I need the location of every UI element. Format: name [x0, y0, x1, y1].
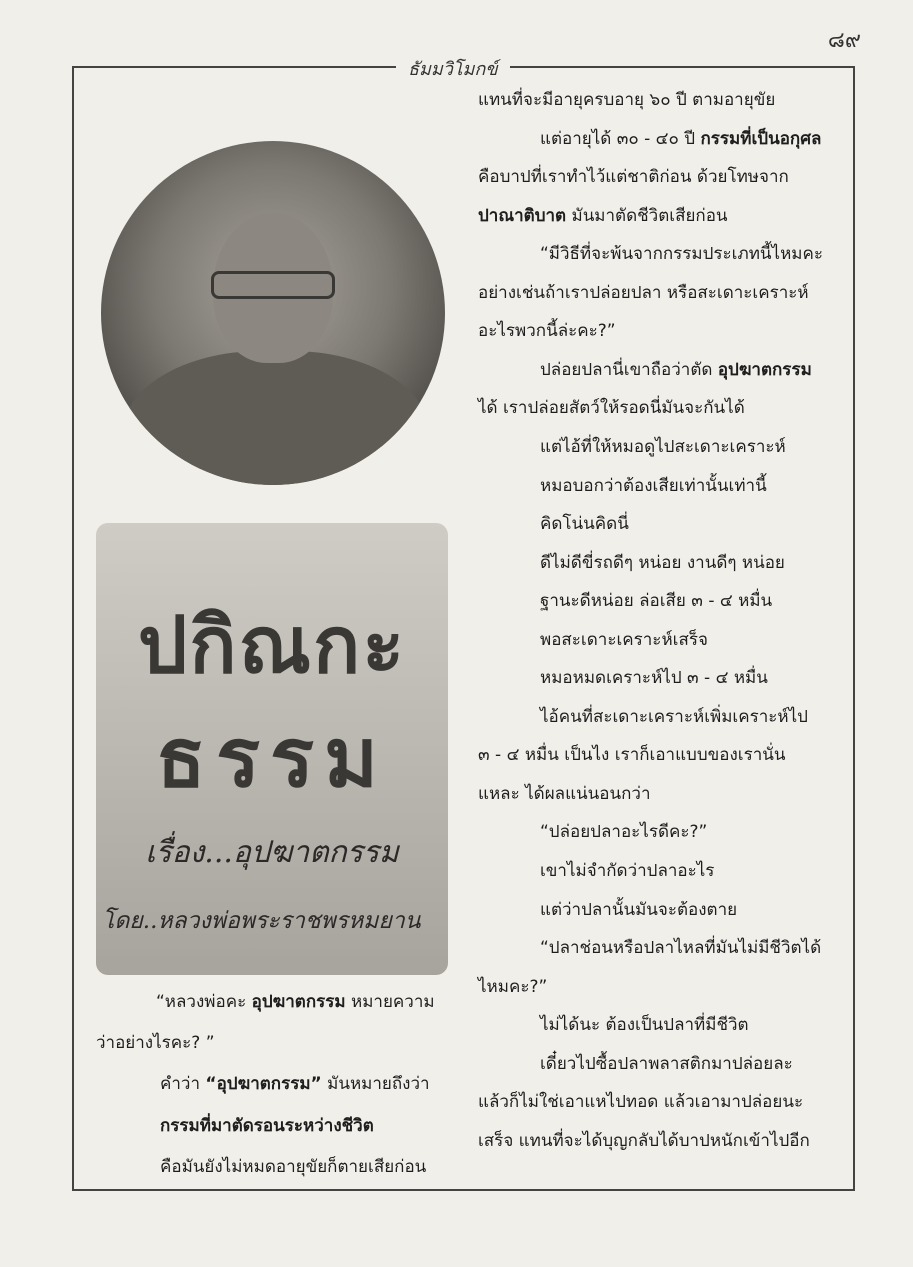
text-segment: แต่ว่าปลานั้นมันจะต้องตาย [540, 899, 738, 920]
text-segment: คือมันยังไม่หมดอายุขัยก็ตายเสียก่อน [160, 1156, 427, 1177]
text-line [478, 86, 775, 113]
text-line [540, 818, 707, 845]
text-segment: “หลวงพ่อคะ [156, 992, 252, 1012]
text-segment: เขาไม่จำกัดว่าปลาอะไร [540, 861, 715, 881]
text-line [540, 896, 737, 923]
text-segment: อย่างเช่นถ้าเราปล่อยปลา หรือสะเดาะเคราะห์ [478, 282, 809, 303]
title-line-1: ปกิณกะ [137, 600, 407, 691]
text-segment: แต่ไอ้ที่ให้หมอดูไปสะเดาะเคราะห์ [540, 436, 786, 457]
text-line [478, 973, 547, 1000]
text-segment: ฐานะดีหน่อย ล่อเสีย ๓ - ๔ หมื่น [540, 591, 773, 612]
text-line [540, 125, 821, 152]
text-segment: ไหมคะ?” [478, 976, 548, 997]
text-segment: คิดโน่นคิดนี่ [540, 514, 629, 535]
text-line [540, 934, 821, 961]
portrait-photo [101, 141, 445, 485]
bold-term: “อุปฆาตกรรม” [205, 1074, 322, 1095]
text-segment: ได้ เราปล่อยสัตว์ให้รอดนี่มันจะกันได้ [478, 398, 745, 419]
text-line [540, 703, 808, 730]
text-segment: อะไรพวกนี้ล่ะคะ?” [478, 321, 616, 342]
title-panel [96, 523, 448, 975]
text-line [478, 1088, 803, 1115]
text-line [156, 988, 435, 1015]
text-segment: แล้วก็ไม่ใช่เอาแหไปทอด แล้วเอามาปล่อยนะ [478, 1092, 804, 1113]
text-line [160, 1112, 374, 1139]
text-segment: คือบาปที่เราทำไว้แต่ชาติก่อน ด้วยโทษจาก [478, 167, 789, 188]
text-line [478, 1127, 810, 1154]
text-line [540, 549, 785, 576]
text-line [478, 394, 745, 421]
text-line [540, 857, 714, 884]
text-line [478, 163, 789, 190]
article-subtitle: เรื่อง...อุปฆาตกรรม [145, 835, 399, 870]
article-byline: โดย..หลวงพ่อพระราชพรหมยาน [102, 908, 421, 934]
text-segment: “มีวิธีที่จะพ้นจากกรรมประเภทนี้ไหมคะ [540, 244, 823, 265]
text-line [478, 317, 616, 344]
text-line [540, 626, 708, 653]
text-line [540, 664, 768, 691]
text-segment: “ปล่อยปลาอะไรดีคะ?” [540, 822, 708, 843]
text-segment: เดี๋ยวไปซื้อปลาพลาสติกมาปล่อยละ [540, 1053, 793, 1074]
text-line [540, 472, 767, 499]
text-line [478, 741, 786, 768]
text-line [540, 240, 823, 267]
text-line [160, 1153, 426, 1180]
text-segment: พอสะเดาะเคราะห์เสร็จ [540, 629, 708, 650]
text-line [96, 1029, 215, 1056]
bold-term: อุปฆาตกรรม [251, 992, 346, 1012]
text-line [160, 1070, 430, 1097]
bold-term: กรรมที่มาตัดรอนระหว่างชีวิต [160, 1115, 374, 1136]
text-line [478, 202, 728, 229]
text-line [540, 587, 772, 614]
page-number: ๘๙ [827, 28, 861, 53]
text-segment: แทนที่จะมีอายุครบอายุ ๖๐ ปี ตามอายุขัย [478, 90, 776, 110]
text-segment: คำว่า [160, 1074, 206, 1095]
text-line [540, 1011, 749, 1038]
text-line [478, 279, 809, 306]
text-segment: ว่าอย่างไรคะ? ” [96, 1033, 215, 1054]
text-segment: “ปลาช่อนหรือปลาไหลที่มันไม่มีชีวิตได้ [540, 938, 822, 959]
magazine-header: ธัมมวิโมกข์ [396, 54, 510, 83]
text-line [540, 1050, 793, 1077]
text-line [478, 780, 651, 807]
text-segment: มันหมายถึงว่า [321, 1074, 430, 1095]
text-segment: แหละ ได้ผลแน่นอนกว่า [478, 783, 651, 804]
text-segment: ไม่ได้นะ ต้องเป็นปลาที่มีชีวิต [540, 1015, 749, 1036]
text-line [540, 510, 629, 537]
text-segment: ๓ - ๔ หมื่น เป็นไง เราก็เอาแบบของเรานั่น [478, 745, 786, 766]
text-line [540, 433, 786, 460]
title-line-2: ธรรม [155, 710, 389, 806]
bold-term: กรรมที่เป็นอกุศล [700, 128, 822, 149]
text-segment: ปล่อยปลานี่เขาถือว่าตัด [540, 359, 718, 380]
text-segment: หมอบอกว่าต้องเสียเท่านั้นเท่านี้ [540, 475, 767, 496]
text-segment: มันมาตัดชีวิตเสียก่อน [566, 205, 728, 226]
text-segment: แต่อายุได้ ๓๐ - ๔๐ ปี [540, 128, 701, 149]
text-segment: หมอหมดเคราะห์ไป ๓ - ๔ หมื่น [540, 668, 768, 689]
text-segment: ไอ้คนที่สะเดาะเคราะห์เพิ่มเคราะห์ไป [540, 706, 808, 727]
text-line [540, 356, 812, 383]
text-segment: ดีไม่ดีขี่รถดีๆ หน่อย งานดีๆ หน่อย [540, 552, 785, 573]
text-segment: หมายความ [345, 992, 435, 1012]
text-segment: เสร็จ แทนที่จะได้บุญกลับได้บาปหนักเข้าไปอีก [478, 1130, 810, 1151]
bold-term: ปาณาติบาต [478, 205, 567, 226]
bold-term: อุปฆาตกรรม [717, 359, 812, 380]
